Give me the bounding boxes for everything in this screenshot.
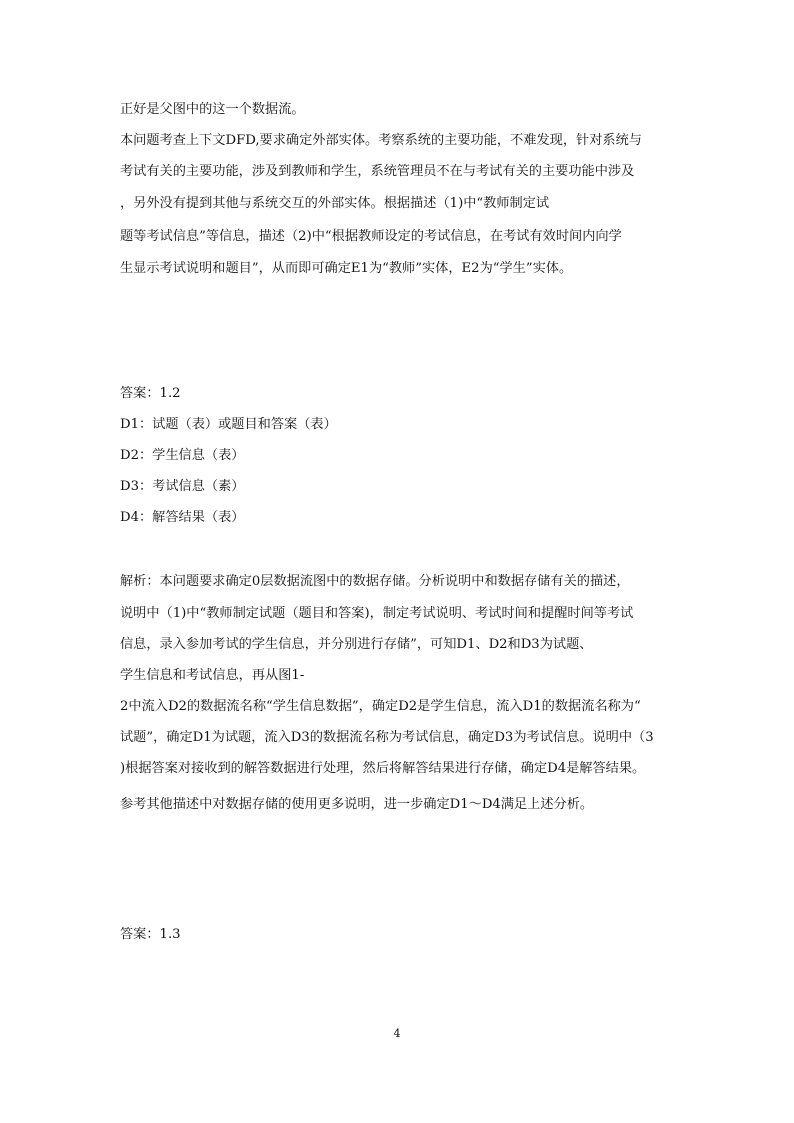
paragraph-line: 正好是父图中的这一个数据流。 bbox=[120, 102, 305, 117]
answer-item: D3：考试信息（素） bbox=[120, 479, 245, 494]
answer-item: D4：解答结果（表） bbox=[120, 510, 245, 525]
analysis-line: 学生信息和考试信息，再从图1- bbox=[120, 668, 305, 683]
answer-item: D2：学生信息（表） bbox=[120, 448, 245, 463]
answer-item: D1：试题（表）或题目和答案（表） bbox=[120, 417, 337, 432]
answer-heading: 答案：1.3 bbox=[120, 927, 181, 942]
paragraph-line: 生显示考试说明和题目”，从而即可确定E1为“教师”实体，E2为“学生”实体。 bbox=[120, 261, 573, 276]
paragraph-line: 本问题考查上下文DFD,要求确定外部实体。考察系统的主要功能，不难发现，针对系统与 bbox=[120, 133, 642, 148]
paragraph-line: 题等考试信息”等信息，描述（2)中“根据教师设定的考试信息，在考试有效时间内向学 bbox=[120, 229, 622, 244]
analysis-line: 2中流入D2的数据流名称“学生信息数据”，确定D2是学生信息，流入D1的数据流名称为“ bbox=[120, 699, 641, 714]
answer-heading: 答案：1.2 bbox=[120, 386, 181, 401]
analysis-line: )根据答案对接收到的解答数据进行处理，然后将解答结果进行存储，确定D4是解答结果。 bbox=[120, 761, 646, 776]
analysis-line: 参考其他描述中对数据存储的使用更多说明，进一步确定D1〜D4满足上述分析。 bbox=[120, 797, 594, 812]
analysis-line: 解析：本问题要求确定0层数据流图中的数据存储。分析说明中和数据存储有关的描述， bbox=[120, 574, 630, 589]
analysis-line: 信息，录入参加考试的学生信息，并分别进行存储”，可知D1、D2和D3为试题、 bbox=[120, 637, 593, 652]
analysis-line: 试题”，确定D1为试题，流入D3的数据流名称为考试信息，确定D3为考试信息。说明中（3 bbox=[120, 730, 654, 745]
paragraph-line: ，另外没有提到其他与系统交互的外部实体。根据描述（1)中“教师制定试 bbox=[120, 196, 550, 211]
paragraph-line: 考试有关的主要功能，涉及到教师和学生，系统管理员不在与考试有关的主要功能中涉及 bbox=[120, 164, 635, 179]
analysis-line: 说明中（1)中“教师制定试题（题目和答案)，制定考试说明、考试时间和提醒时间等考试 bbox=[120, 606, 634, 621]
page-number: 4 bbox=[393, 1027, 401, 1040]
